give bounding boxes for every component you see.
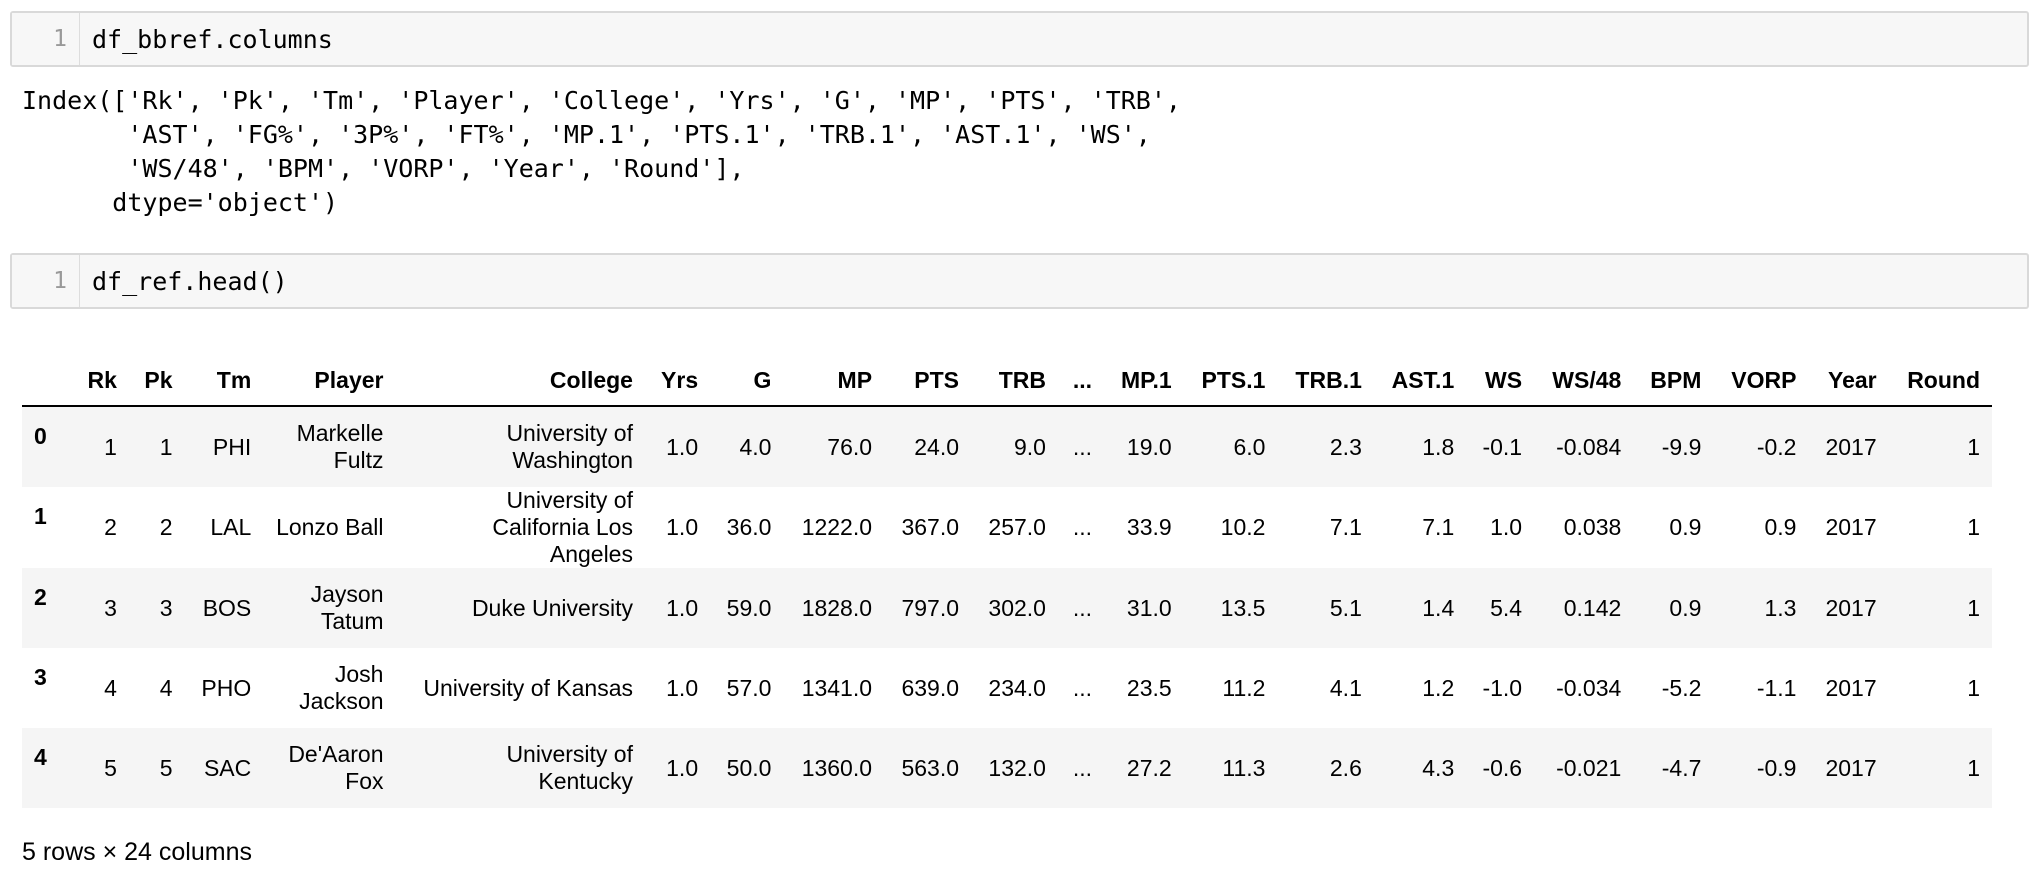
table-cell: 7.1 bbox=[1374, 487, 1466, 568]
table-cell: University of Kansas bbox=[395, 648, 645, 728]
table-cell: LAL bbox=[185, 487, 264, 568]
table-cell: 11.3 bbox=[1184, 728, 1278, 808]
code-cell-2[interactable] bbox=[10, 253, 2029, 309]
table-cell: 1 bbox=[72, 406, 129, 487]
table-cell: 50.0 bbox=[710, 728, 783, 808]
cell-output-text bbox=[22, 84, 1181, 220]
column-header: Yrs bbox=[645, 355, 710, 406]
table-cell: 797.0 bbox=[884, 568, 971, 648]
table-cell: 5.1 bbox=[1277, 568, 1373, 648]
table-cell: 2017 bbox=[1808, 487, 1888, 568]
table-cell: -0.021 bbox=[1534, 728, 1633, 808]
output-line: 'AST', 'FG%', '3P%', 'FT%', 'MP.1', 'PTS.1', 'TRB.1', 'AST.1', 'WS', bbox=[22, 120, 1151, 149]
row-index: 4 bbox=[22, 728, 72, 808]
table-cell: 6.0 bbox=[1184, 406, 1278, 487]
column-header: VORP bbox=[1713, 355, 1808, 406]
table-cell: 3 bbox=[72, 568, 129, 648]
dataframe-table bbox=[22, 355, 1992, 808]
table-cell: 1.2 bbox=[1374, 648, 1466, 728]
table-cell: 7.1 bbox=[1277, 487, 1373, 568]
table-cell: 3 bbox=[129, 568, 185, 648]
table-cell: -0.2 bbox=[1713, 406, 1808, 487]
table-cell: 1222.0 bbox=[783, 487, 884, 568]
table-cell: 0.038 bbox=[1534, 487, 1633, 568]
table-cell: University of Kentucky bbox=[395, 728, 645, 808]
code-cell-1[interactable] bbox=[10, 11, 2029, 67]
table-cell: 2017 bbox=[1808, 728, 1888, 808]
output-line: dtype='object') bbox=[22, 188, 339, 217]
table-cell: ... bbox=[1058, 568, 1104, 648]
table-cell: -0.9 bbox=[1713, 728, 1808, 808]
table-cell: 1.4 bbox=[1374, 568, 1466, 648]
table-cell: 1 bbox=[1889, 728, 1992, 808]
table-cell: 1 bbox=[1889, 568, 1992, 648]
column-header: G bbox=[710, 355, 783, 406]
column-header: AST.1 bbox=[1374, 355, 1466, 406]
output-line: 'WS/48', 'BPM', 'VORP', 'Year', 'Round'], bbox=[22, 154, 745, 183]
table-cell: 4.1 bbox=[1277, 648, 1373, 728]
table-cell: 23.5 bbox=[1104, 648, 1184, 728]
row-index: 3 bbox=[22, 648, 72, 728]
table-cell: 257.0 bbox=[971, 487, 1058, 568]
table-cell: 5 bbox=[72, 728, 129, 808]
table-cell: 1.0 bbox=[1466, 487, 1534, 568]
table-cell: 639.0 bbox=[884, 648, 971, 728]
column-header: TRB.1 bbox=[1277, 355, 1373, 406]
table-cell: 0.142 bbox=[1534, 568, 1633, 648]
table-cell: 36.0 bbox=[710, 487, 783, 568]
line-number: 1 bbox=[12, 255, 80, 307]
table-cell: 1341.0 bbox=[783, 648, 884, 728]
index-header bbox=[22, 355, 72, 406]
column-header: WS bbox=[1466, 355, 1534, 406]
column-header: Round bbox=[1889, 355, 1992, 406]
table-cell: 1.0 bbox=[645, 568, 710, 648]
dataframe-output bbox=[22, 355, 1992, 808]
column-header: Pk bbox=[129, 355, 185, 406]
table-cell: 33.9 bbox=[1104, 487, 1184, 568]
table-cell: 563.0 bbox=[884, 728, 971, 808]
table-cell: -9.9 bbox=[1633, 406, 1713, 487]
table-cell: -0.6 bbox=[1466, 728, 1534, 808]
table-cell: -0.084 bbox=[1534, 406, 1633, 487]
table-cell: 2017 bbox=[1808, 648, 1888, 728]
table-cell: 1.0 bbox=[645, 728, 710, 808]
table-cell: 1828.0 bbox=[783, 568, 884, 648]
column-header: WS/48 bbox=[1534, 355, 1633, 406]
table-cell: 59.0 bbox=[710, 568, 783, 648]
column-header: ... bbox=[1058, 355, 1104, 406]
table-cell: 2017 bbox=[1808, 568, 1888, 648]
column-header: Rk bbox=[72, 355, 129, 406]
table-cell: 1.0 bbox=[645, 648, 710, 728]
table-cell: Josh Jackson bbox=[263, 648, 395, 728]
code-input[interactable]: df_ref.head() bbox=[92, 266, 288, 296]
table-cell: 2.3 bbox=[1277, 406, 1373, 487]
column-header: MP.1 bbox=[1104, 355, 1184, 406]
table-cell: 19.0 bbox=[1104, 406, 1184, 487]
table-cell: 302.0 bbox=[971, 568, 1058, 648]
table-cell: 9.0 bbox=[971, 406, 1058, 487]
table-cell: 1 bbox=[1889, 406, 1992, 487]
table-cell: 11.2 bbox=[1184, 648, 1278, 728]
table-cell: 1.0 bbox=[645, 406, 710, 487]
table-cell: 367.0 bbox=[884, 487, 971, 568]
table-cell: 4 bbox=[129, 648, 185, 728]
table-cell: -1.1 bbox=[1713, 648, 1808, 728]
table-cell: 24.0 bbox=[884, 406, 971, 487]
table-cell: -4.7 bbox=[1633, 728, 1713, 808]
table-cell: 4.0 bbox=[710, 406, 783, 487]
table-cell: BOS bbox=[185, 568, 264, 648]
table-row bbox=[22, 568, 1992, 648]
table-cell: University of Washington bbox=[395, 406, 645, 487]
table-cell: 13.5 bbox=[1184, 568, 1278, 648]
table-cell: ... bbox=[1058, 728, 1104, 808]
table-header-row bbox=[22, 355, 1992, 406]
table-cell: 0.9 bbox=[1633, 568, 1713, 648]
table-cell: 1.8 bbox=[1374, 406, 1466, 487]
table-row bbox=[22, 487, 1992, 568]
table-cell: 4.3 bbox=[1374, 728, 1466, 808]
table-cell: -1.0 bbox=[1466, 648, 1534, 728]
table-shape-footer: 5 rows × 24 columns bbox=[22, 838, 252, 866]
table-row bbox=[22, 406, 1992, 487]
table-cell: 2017 bbox=[1808, 406, 1888, 487]
table-cell: Jayson Tatum bbox=[263, 568, 395, 648]
code-input[interactable]: df_bbref.columns bbox=[92, 24, 333, 54]
line-number: 1 bbox=[12, 13, 80, 65]
table-cell: PHO bbox=[185, 648, 264, 728]
table-cell: 57.0 bbox=[710, 648, 783, 728]
table-row bbox=[22, 728, 1992, 808]
table-cell: ... bbox=[1058, 648, 1104, 728]
table-cell: -5.2 bbox=[1633, 648, 1713, 728]
table-row bbox=[22, 648, 1992, 728]
table-cell: -0.1 bbox=[1466, 406, 1534, 487]
table-cell: 76.0 bbox=[783, 406, 884, 487]
table-cell: 4 bbox=[72, 648, 129, 728]
table-cell: 2 bbox=[129, 487, 185, 568]
table-cell: PHI bbox=[185, 406, 264, 487]
column-header: BPM bbox=[1633, 355, 1713, 406]
column-header: Year bbox=[1808, 355, 1888, 406]
table-cell: 1 bbox=[129, 406, 185, 487]
row-index: 2 bbox=[22, 568, 72, 648]
table-cell: University of California Los Angeles bbox=[395, 487, 645, 568]
table-cell: ... bbox=[1058, 487, 1104, 568]
column-header: Player bbox=[263, 355, 395, 406]
table-cell: 132.0 bbox=[971, 728, 1058, 808]
output-line: Index(['Rk', 'Pk', 'Tm', 'Player', 'College', 'Yrs', 'G', 'MP', 'PTS', 'TRB', bbox=[22, 86, 1181, 115]
table-cell: ... bbox=[1058, 406, 1104, 487]
table-cell: SAC bbox=[185, 728, 264, 808]
column-header: MP bbox=[783, 355, 884, 406]
table-cell: Duke University bbox=[395, 568, 645, 648]
table-cell: 1360.0 bbox=[783, 728, 884, 808]
row-index: 0 bbox=[22, 406, 72, 487]
column-header: PTS bbox=[884, 355, 971, 406]
table-cell: 27.2 bbox=[1104, 728, 1184, 808]
row-index: 1 bbox=[22, 487, 72, 568]
table-cell: 10.2 bbox=[1184, 487, 1278, 568]
column-header: Tm bbox=[185, 355, 264, 406]
table-cell: 2.6 bbox=[1277, 728, 1373, 808]
table-cell: -0.034 bbox=[1534, 648, 1633, 728]
table-cell: 1.0 bbox=[645, 487, 710, 568]
table-cell: Lonzo Ball bbox=[263, 487, 395, 568]
table-cell: 31.0 bbox=[1104, 568, 1184, 648]
table-cell: 1.3 bbox=[1713, 568, 1808, 648]
table-cell: 1 bbox=[1889, 487, 1992, 568]
column-header: College bbox=[395, 355, 645, 406]
table-cell: 5 bbox=[129, 728, 185, 808]
table-cell: 0.9 bbox=[1713, 487, 1808, 568]
table-cell: 2 bbox=[72, 487, 129, 568]
column-header: PTS.1 bbox=[1184, 355, 1278, 406]
table-cell: 234.0 bbox=[971, 648, 1058, 728]
table-cell: 0.9 bbox=[1633, 487, 1713, 568]
table-cell: 1 bbox=[1889, 648, 1992, 728]
table-cell: 5.4 bbox=[1466, 568, 1534, 648]
table-cell: De'Aaron Fox bbox=[263, 728, 395, 808]
table-cell: Markelle Fultz bbox=[263, 406, 395, 487]
column-header: TRB bbox=[971, 355, 1058, 406]
